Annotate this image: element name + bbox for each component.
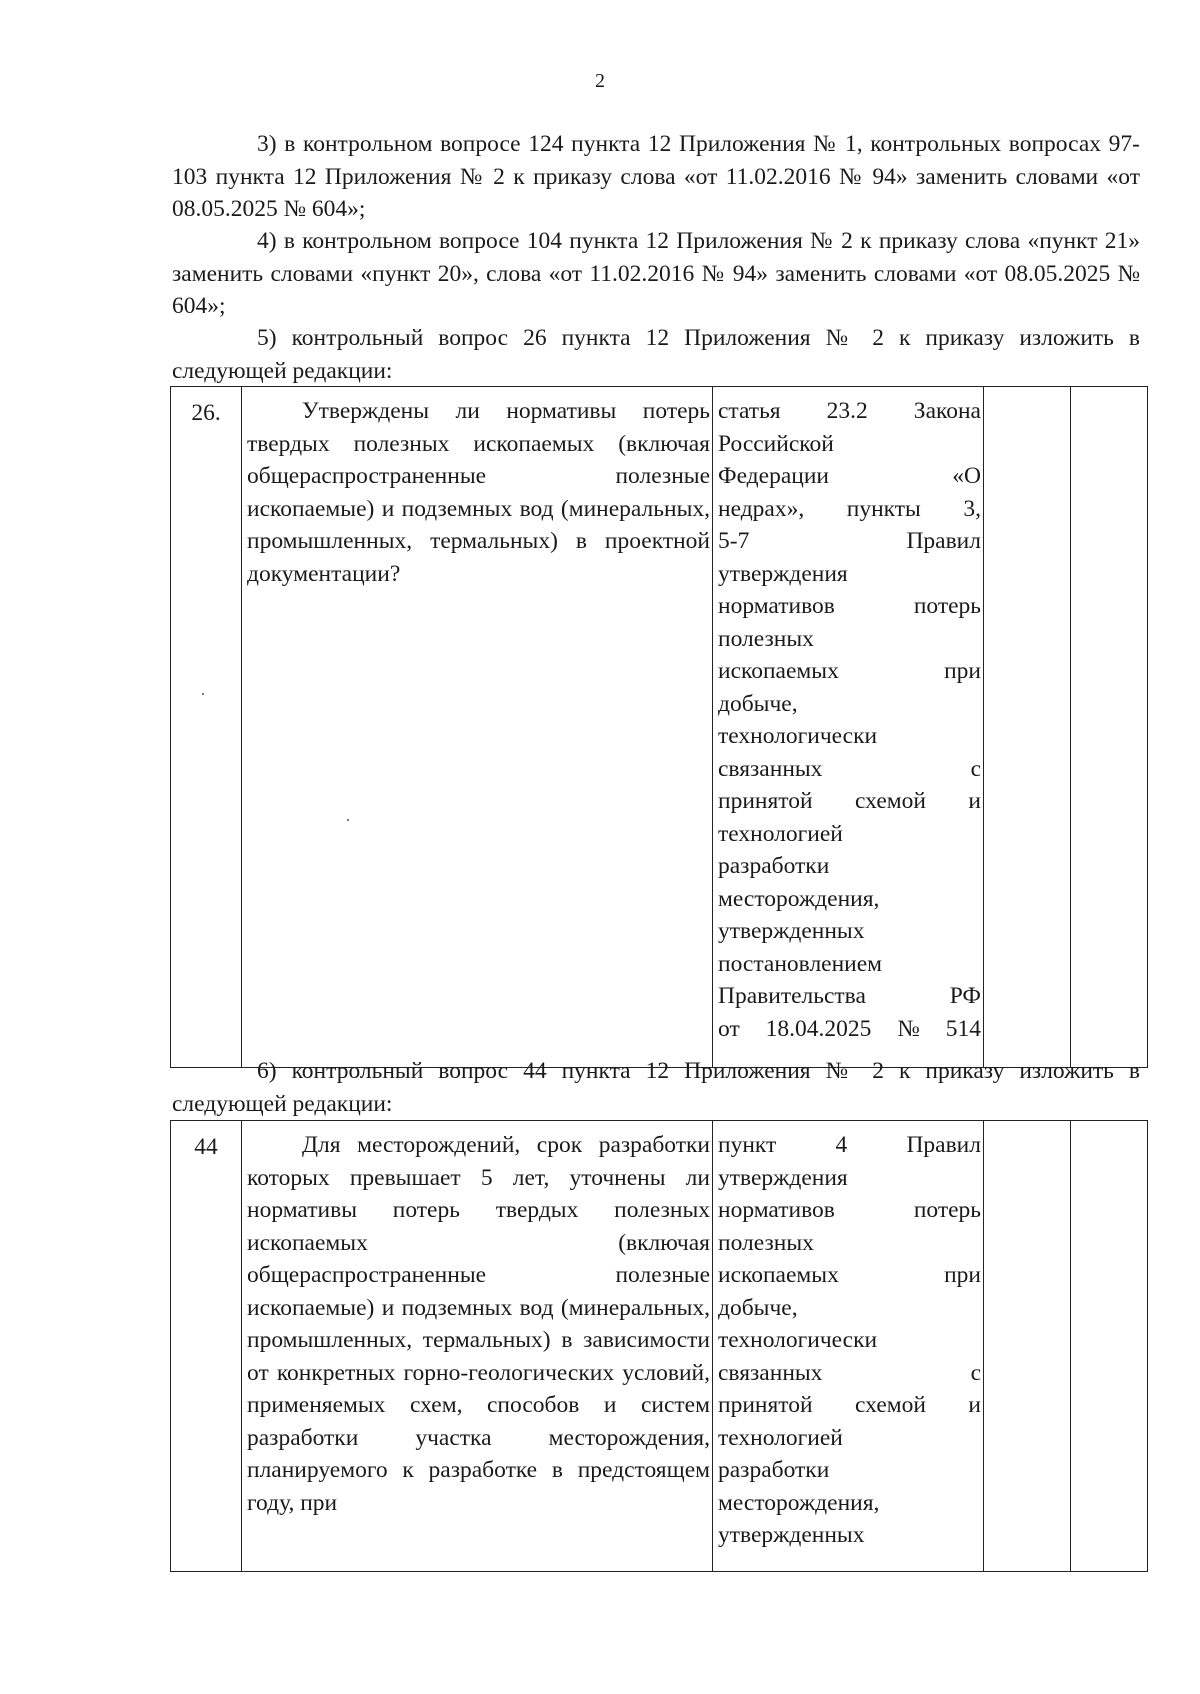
reference-word: связанных [718, 755, 823, 782]
reference-word: пункт [718, 1132, 777, 1158]
reference-line [718, 915, 981, 948]
legal-reference-text [713, 387, 983, 1045]
question-text: Для месторождений, срок разработки которых превышает 5 лет, уточнены ли нормативы потерь твердых полезных ископаемых (включая общераспространенные полезные ископаемые) и подземных вод (минеральных, промышленных, термальных) в зависимости от конкретных горно-геологических условий, применяемых схем, способов и систем разработки участка месторождения, планируемого к разработке в предстоящем году, при [247, 1132, 710, 1516]
reference-word: ископаемых [718, 1262, 839, 1288]
reference-word: пункты [846, 495, 921, 522]
reference-word: нормативов [718, 1197, 835, 1223]
reference-word: потерь [913, 593, 981, 619]
reference-word: утверждения [718, 560, 848, 587]
reference-word: технологически [718, 723, 878, 749]
reference-word: при [944, 658, 981, 684]
reference-word: 4 [835, 1132, 848, 1158]
reference-line [718, 850, 981, 883]
reference-line [718, 1259, 981, 1292]
reference-word: технологией [718, 820, 843, 847]
reference-word: 18.04.2025 [765, 1015, 872, 1042]
reference-line [718, 980, 981, 1013]
question-text: Утверждены ли нормативы потерь твердых полезных ископаемых (включая общераспространенные полезные ископаемые) и подземных вод (минеральных, промышленных, термальных) в проектной документации? [247, 398, 710, 587]
reference-word: месторождения, [718, 885, 880, 912]
reference-word: технологически [718, 1327, 878, 1353]
reference-word: связанных [718, 1359, 823, 1386]
reference-line [718, 590, 981, 623]
reference-line [718, 428, 981, 461]
reference-word: разработки [718, 853, 830, 879]
empty-note-cell [1071, 387, 1148, 1068]
reference-line [718, 1013, 981, 1046]
reference-word: технологией [718, 1424, 843, 1451]
reference-word: Российской [718, 430, 834, 457]
reference-line [718, 493, 981, 526]
reference-line [718, 1519, 981, 1552]
control-question-26-table [170, 386, 1148, 1068]
reference-line [718, 753, 981, 786]
reference-line [718, 1227, 981, 1260]
reference-line [718, 395, 981, 428]
page-number: 2 [595, 70, 605, 92]
table-row [171, 387, 1148, 1068]
reference-word: 23.2 [826, 398, 868, 424]
reference-line [718, 1357, 981, 1390]
reference-word: Федерации [718, 463, 829, 489]
paragraph-item-6: 6) контрольный вопрос 44 пункта 12 Приложения № 2 к приказу изложить в следующей редакции: [172, 1058, 1140, 1117]
reference-word: Правил [906, 1132, 981, 1158]
reference-word: Правил [906, 528, 981, 554]
reference-word: потерь [913, 1197, 981, 1223]
reference-word: добыче, [718, 690, 798, 717]
reference-line [718, 525, 981, 558]
reference-line [718, 1487, 981, 1520]
reference-word: утвержденных [718, 918, 865, 944]
legal-reference-cell [713, 387, 984, 1068]
reference-word: с [970, 755, 981, 782]
reference-word: принятой [718, 788, 813, 814]
legal-reference-cell [713, 1121, 984, 1572]
reference-line [718, 1422, 981, 1455]
reference-word: добыче, [718, 1294, 798, 1321]
reference-line [718, 558, 981, 591]
reference-word: принятой [718, 1392, 813, 1418]
reference-line [718, 1162, 981, 1195]
empty-note-cell [1071, 1121, 1148, 1572]
reference-line [718, 688, 981, 721]
reference-line [718, 1129, 981, 1162]
reference-word: и [968, 1392, 981, 1418]
reference-word: Закона [913, 398, 981, 424]
reference-word: утвержденных [718, 1522, 865, 1548]
reference-line [718, 1292, 981, 1325]
paragraph-item-4: 4) в контрольном вопросе 104 пункта 12 Приложения № 2 к приказу слова «пункт 21» заменить словами «пункт 20», слова «от 11.02.2016 № 94» заменить словами «от 08.05.2025 № 604»; [172, 228, 1140, 319]
reference-word: и [968, 788, 981, 814]
reference-word: нормативов [718, 593, 835, 619]
legal-reference-text [713, 1121, 983, 1552]
reference-word: «О [952, 463, 981, 489]
reference-line [718, 948, 981, 981]
reference-line [718, 720, 981, 753]
reference-line [718, 785, 981, 818]
reference-word: с [970, 1359, 981, 1386]
reference-word: РФ [949, 983, 981, 1009]
reference-word: Правительства [718, 983, 866, 1009]
reference-line [718, 1324, 981, 1357]
reference-word: схемой [855, 1392, 926, 1418]
reference-word: 3, [963, 495, 981, 522]
reference-word: разработки [718, 1457, 830, 1483]
reference-word: недрах», [718, 495, 805, 522]
reference-line [718, 883, 981, 916]
question-text-cell [242, 1121, 713, 1572]
question-number-cell: 44 [171, 1121, 242, 1572]
reference-line [718, 1389, 981, 1422]
empty-answer-cell [984, 387, 1071, 1068]
question-number-cell: 26. [171, 387, 242, 1068]
reference-word: месторождения, [718, 1489, 880, 1516]
reference-line [718, 655, 981, 688]
reference-word: схемой [855, 788, 926, 814]
reference-word: статья [718, 398, 781, 424]
reference-word: при [944, 1262, 981, 1288]
scan-speck: · [200, 684, 206, 704]
table-row [171, 1121, 1148, 1572]
reference-word: от [718, 1015, 740, 1042]
reference-line [718, 1194, 981, 1227]
reference-word: № [897, 1015, 920, 1042]
reference-line [718, 460, 981, 493]
reference-word: постановлением [718, 950, 883, 977]
reference-word: 5-7 [718, 528, 750, 554]
reference-line [718, 623, 981, 656]
paragraph-item-3: 3) в контрольном вопросе 124 пункта 12 Приложения № 1, контрольных вопросах 97-103 пункта 12 Приложения № 2 к приказу слова «от 11.02.2016 № 94» заменить словами «от 08.05.2025 № 604»; [172, 131, 1140, 222]
control-question-44-table [170, 1120, 1148, 1572]
paragraph-item-5: 5) контрольный вопрос 26 пункта 12 Приложения № 2 к приказу изложить в следующей редакции: [172, 325, 1140, 384]
reference-word: полезных [718, 625, 814, 652]
reference-word: ископаемых [718, 658, 839, 684]
empty-answer-cell [984, 1121, 1071, 1572]
reference-word: полезных [718, 1229, 814, 1256]
scan-speck: · [345, 810, 351, 830]
reference-word: утверждения [718, 1164, 848, 1191]
reference-line [718, 818, 981, 851]
reference-line [718, 1454, 981, 1487]
reference-word: 514 [945, 1015, 981, 1042]
question-text-cell [242, 387, 713, 1068]
